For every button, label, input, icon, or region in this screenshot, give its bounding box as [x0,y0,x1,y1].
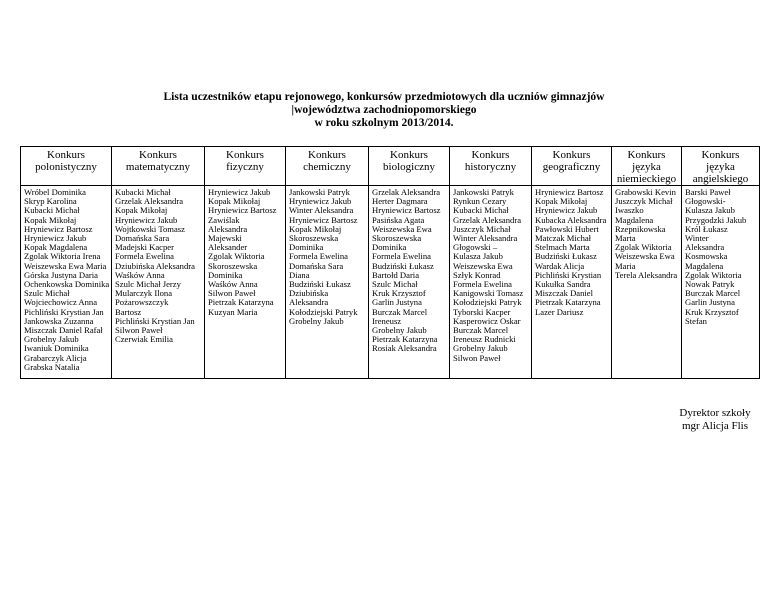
participant-name: Domańska Sara [115,233,170,244]
participant-name: Zgolak Wiktoria [685,269,742,280]
participant-name: Czerwiak Emilia [115,334,173,345]
participant-name: Hryniewicz Bartosz [24,223,93,234]
participant-list [612,186,682,379]
participant-name: Skryp Karolina [24,196,77,207]
participant-name: Barski Paweł [685,187,731,197]
column-header-line-1: Konkurs [47,149,85,161]
participants-table [20,146,760,379]
participant-name: Grabowski Kevin [615,187,676,197]
participant-name: Waśków Anna [208,279,258,290]
column-header [21,147,112,186]
participant-name: Lazer Dariusz [535,306,584,317]
participant-name: Tyborski Kacper [453,306,511,317]
participant-name: Miszczak Daniel Rafał [24,325,103,336]
participant-name: Kanigowski Tomasz [453,288,524,299]
participant-name: Kruk Krzysztof [685,306,739,317]
participant-list [286,186,369,379]
participant-name: Grobelny Jakub [289,315,344,326]
participant-name: Garlin Justyna [685,297,735,308]
title-line-3: w roku szkolnym 2013/2014. [314,117,454,129]
participant-name: Dziubińska Aleksandra [115,260,195,271]
participant-name: Aleksandra [685,242,725,253]
participant-name: Grzelak Aleksandra [115,196,184,207]
participant-name: Juszczyk Michał [615,196,673,207]
participant-name: Juszczyk Michał [453,223,511,234]
participant-list [450,186,532,379]
column-header [112,147,205,186]
participant-name: Formela Ewelina [115,251,174,262]
participant-name: Garlin Justyna [372,297,422,308]
participant-name: Kasperowicz Oskar [453,315,521,326]
participant-name: Jankowski Patryk [453,187,514,197]
participant-name: Zgolak Wiktoria Irena [24,251,101,262]
participant-name: Hryniewicz Jakub [24,233,87,244]
participant-name: Diana [289,269,310,280]
participant-name: Kulasza Jakub [685,205,735,216]
participant-name: Kukułka Sandra [535,279,591,290]
participant-name: Kubacki Michał [453,205,509,216]
participant-name: Kopak Mikołaj [208,196,261,207]
participant-name: Hryniewicz Bartosz [289,214,358,225]
participant-name: Pietrzak Katarzyna [372,334,438,345]
participant-name: Hryniewicz Bartosz [208,205,277,216]
participant-name: Szulc Michał [372,279,418,290]
participant-name: Zgolak Wiktoria [208,251,265,262]
participant-name: Waśków Anna [115,269,165,280]
participant-name: Zgolak Wiktoria [615,242,672,253]
participant-name: Kuzyan Maria [208,306,258,317]
participant-list [21,186,112,379]
participant-name: Burczak Marcel [685,288,741,299]
column-header-line-3: angielskiego [692,173,749,185]
participant-name: Formela Ewelina [289,251,348,262]
participant-name: Kopak Mikołaj [289,223,342,234]
participant-name: Pichliński Krystian Jan [24,306,104,317]
participant-name: Weiszewska Ewa [453,260,513,271]
signature-block [670,407,760,433]
participant-name: Winter Aleksandra [289,205,354,216]
participant-name: Aleksander [208,242,248,253]
participant-list [112,186,205,379]
participant-name: Kołodziejski Patryk [289,306,358,317]
participant-name: Mularczyk Ilona [115,288,173,299]
participant-name: Weiszewska Ewa [372,223,432,234]
participant-name: Pietrzak Katarzyna [535,297,601,308]
participant-name: Bartosz [115,306,142,317]
participant-name: Skoroszewska [289,233,339,244]
participant-name: Zawiślak [208,214,240,225]
column-header-line-3: niemieckiego [616,173,677,185]
participant-name: Silwon Paweł [453,352,501,363]
participant-name: Szłyk Konrad [453,269,501,280]
participant-name: Kulasza Jakub [453,251,503,262]
column-header-line-1: Konkurs [701,149,740,161]
participant-name: Górska Justyna Daria [24,269,98,280]
participant-name: Kubacki Michał [24,205,80,216]
participant-name: Dominika [289,242,324,253]
participant-name: Przygodzki Jakub [685,214,747,225]
participant-name: Ireneusz [372,315,402,326]
column-header-line-1: Konkurs [552,149,591,161]
participant-name: Stelmach Marta [535,242,590,253]
participant-name: Grobelny Jakub [24,334,79,345]
column-header-line-1: Konkurs [308,149,346,161]
column-header-line-2: języka [706,161,735,173]
participant-name: Jankowska Zuzanna [24,315,94,326]
participant-name: Ireneusz Rudnicki [453,334,516,345]
participant-name: Kosmowska [685,251,728,262]
participant-name: Wojciechowicz Anna [24,297,98,308]
participant-name: Hryniewicz Jakub [289,196,352,207]
participant-name: Iwaniuk Dominika [24,343,89,354]
participant-name: Weiszewska Ewa [615,251,675,262]
participant-name: Kruk Krzysztof [372,288,426,299]
participant-name: Domańska Sara [289,260,344,271]
participant-name: Bartołd Daria [372,269,420,280]
column-header-line-2: biologiczny [383,161,435,173]
participant-list [532,186,612,379]
document-title [0,91,768,130]
names-row [21,186,760,379]
column-header-line-2: matematyczny [125,161,191,173]
participant-name: Budziński Łukasz [372,260,434,271]
participant-name: Weiszewska Ewa Maria [24,260,107,271]
participant-name: Iwaszko [615,205,644,216]
column-header-line-2: języka [632,161,661,173]
participant-name: Magdalena [615,214,654,225]
participant-name: Grobelny Jakub [453,343,508,354]
participant-name: Rzepnikowska [615,223,666,234]
participant-name: Kopak Magdalena [24,242,88,253]
participant-name: Rosiak Aleksandra [372,343,437,354]
participant-name: Grzelak Aleksandra [453,214,522,225]
column-header [205,147,286,186]
participant-name: Maria [615,260,636,271]
participant-name: Jankowski Patryk [289,187,350,197]
participant-name: Ochenkowska Dominika [24,279,110,290]
participant-name: Kopak Mikołaj [535,196,588,207]
participant-name: Pietrzak Katarzyna [208,297,274,308]
column-header-line-1: Konkurs [226,149,264,161]
participant-name: Kopak Mikołaj [115,205,168,216]
participant-name: Pasińska Agata [372,214,425,225]
participant-name: Aleksandra [208,223,248,234]
participant-name: Dominika [372,242,407,253]
participant-name: Herter Dagmara [372,196,428,207]
participant-name: Marta [615,233,636,244]
participant-name: Skoroszewska [372,233,422,244]
participant-name: Wardak Alicja [535,260,585,271]
participant-name: Szulc Michał Jerzy [115,279,181,290]
participant-name: Silwon Paweł [115,325,163,336]
participant-name: Matczak Michał [535,233,592,244]
column-header-line-2: fizyczny [226,161,264,173]
participant-name: Budziński Łukasz [535,251,597,262]
column-header-line-2: chemiczny [303,161,351,173]
participant-name: Hryniewicz Bartosz [535,187,604,197]
participant-name: Wróbel Dominika [24,187,86,197]
participant-name: Hryniewicz Jakub [208,187,271,197]
column-header-line-1: Konkurs [471,149,510,161]
column-header [450,147,532,186]
participant-name: Aleksandra [289,297,329,308]
participant-name: Magdalena [685,260,724,271]
participant-name: Pichliński Krystian [535,269,602,280]
column-header-line-1: Konkurs [390,149,428,161]
participant-name: Formela Ewelina [372,251,431,262]
participant-name: Pawłowski Hubert [535,223,599,234]
participant-name: Grzelak Aleksandra [372,187,441,197]
column-header [682,147,760,186]
participant-name: Król Łukasz [685,223,728,234]
column-header [369,147,450,186]
participant-name: Pichliński Krystian Jan [115,315,195,326]
participant-name: Rynkun Cezary [453,196,507,207]
participant-name: Formela Ewelina [453,279,512,290]
participant-name: Dziubińska [289,288,329,299]
participant-name: Burczak Marcel [372,306,428,317]
participant-name: Hryniewicz Bartosz [372,205,441,216]
signature-role: Dyrektor szkoły [679,407,751,419]
participant-name: Grobelny Jakub [372,325,427,336]
column-header-line-2: historyczny [464,161,517,173]
column-header [532,147,612,186]
participant-name: Grabarczyk Alicja [24,352,87,363]
participant-name: Skoroszewska [208,260,258,271]
participant-name: Kopak Mikołaj [24,214,77,225]
participant-name: Kubacki Michał [115,187,171,197]
signature-name: mgr Alicja Flis [682,420,748,432]
column-header-line-2: geograficzny [542,161,601,173]
column-header-line-1: Konkurs [627,149,666,161]
participant-list [205,186,286,379]
column-header-line-1: Konkurs [139,149,177,161]
participant-name: Madejski Kacper [115,242,174,253]
participant-name: Silwon Paweł [208,288,256,299]
participant-name: Grabska Natalia [24,361,80,372]
participant-name: Hryniewicz Jakub [115,214,178,225]
header-row [21,147,760,186]
participant-name: Miszczak Daniel [535,288,593,299]
participant-name: Burczak Marcel [453,325,509,336]
participant-name: Majewski [208,233,242,244]
participant-name: Pożarowszczyk [115,297,169,308]
participant-name: Terela Aleksandra [615,269,678,280]
participant-name: Stefan [685,315,707,326]
title-line-1: Lista uczestników etapu rejonowego, konkursów przedmiotowych dla uczniów gimnazjów [163,91,605,103]
title-line-2: |województwa zachodniopomorskiego [291,104,477,116]
participant-name: Budziński Łukasz [289,279,351,290]
participant-list [369,186,450,379]
participant-list [682,186,760,379]
column-header [286,147,369,186]
participant-name: Winter Aleksandra [453,233,518,244]
participant-name: Głogowski – [453,242,498,253]
column-header-line-2: polonistyczny [35,161,97,173]
participant-name: Winter [685,233,709,244]
participant-name: Szulc Michał [24,288,70,299]
column-header [612,147,682,186]
participant-name: Wojtkowski Tomasz [115,223,185,234]
participant-name: Kubacka Aleksandra [535,214,607,225]
participant-name: Nowak Patryk [685,279,735,290]
participant-name: Hryniewicz Jakub [535,205,598,216]
participant-name: Dominika [208,269,243,280]
participant-name: Głogowski- [685,196,726,207]
participant-name: Kołodziejski Patryk [453,297,522,308]
